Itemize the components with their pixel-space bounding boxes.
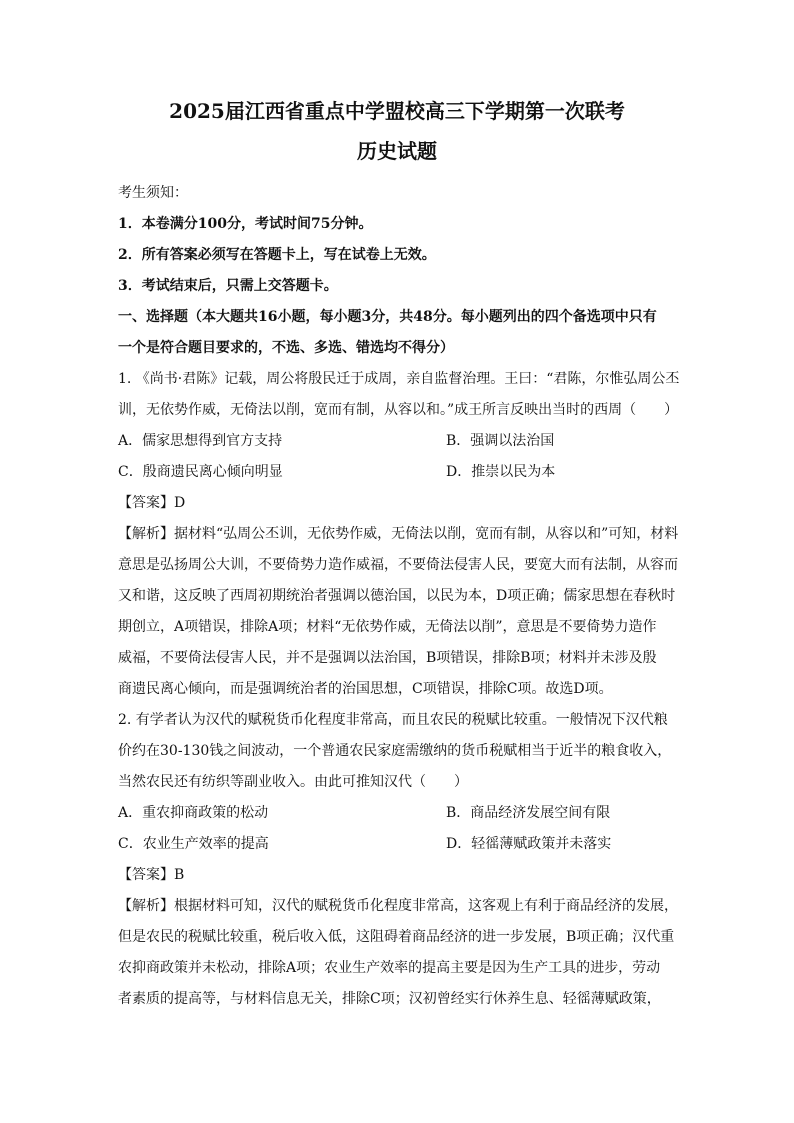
exam-subject: 历史试题 — [357, 139, 437, 163]
section-heading: 一个是符合题目要求的，不选、多选、错选均不得分） — [118, 340, 454, 356]
question-2 — [118, 705, 676, 1015]
analysis-line: 商遗民离心倾向，而是强调统治者的治国思想，C项错误，排除C项。故选D项。 — [118, 681, 613, 697]
option-b: B．强调以法治国 — [446, 433, 555, 449]
exam-title: 2025届江西省重点中学盟校高三下学期第一次联考 — [169, 99, 625, 123]
option-a: A．儒家思想得到官方支持 — [118, 433, 283, 449]
option-c: C．殷商遗民离心倾向明显 — [118, 464, 283, 480]
analysis-line: 威福，不要倚法侵害人民，并不是强调以法治国，B项错误，排除B项；材料并未涉及殷 — [118, 650, 657, 666]
option-d: D．轻徭薄赋政策并未落实 — [446, 836, 612, 852]
notice-item: 1．本卷满分100分，考试时间75分钟。 — [118, 216, 373, 232]
analysis-line: 【解析】据材料“弘周公丕训，无依势作威，无倚法以削，宽而有制，从容以和”可知，材料 — [118, 526, 679, 542]
question-stem: 当然农民还有纺织等副业收入。由此可推知汉代（ ） — [118, 774, 468, 790]
answer: 【答案】B — [118, 867, 185, 883]
section-heading: 一、选择题（本大题共16小题，每小题3分，共48分。每小题列出的四个备选项中只有 — [118, 309, 657, 325]
question-stem: 2. 有学者认为汉代的赋税货币化程度非常高，而且农民的税赋比较重。一般情况下汉代粮 — [118, 712, 668, 728]
question-options — [118, 426, 676, 488]
option-c: C．农业生产效率的提高 — [118, 836, 269, 852]
notice-item: 3．考试结束后，只需上交答题卡。 — [118, 278, 338, 294]
question-1 — [118, 364, 680, 705]
option-b: B．商品经济发展空间有限 — [446, 805, 611, 821]
option-a: A．重农抑商政策的松动 — [118, 805, 269, 821]
notice-heading: 考生须知： — [118, 185, 188, 201]
analysis-line: 期创立，A项错误，排除A项；材料“无依势作威，无倚法以削”，意思是不要倚势力造作 — [118, 619, 657, 635]
option-d: D．推崇以民为本 — [446, 464, 556, 480]
question-stem: 价约在30-130钱之间波动，一个普通农民家庭需缴纳的货币税赋相当于近半的粮食收入， — [118, 743, 672, 759]
analysis-line: 但是农民的税赋比较重，税后收入低，这阻碍着商品经济的进一步发展，B项正确；汉代重 — [118, 929, 675, 945]
question-stem: 训，无依势作威，无倚法以削，宽而有制，从容以和。”成王所言反映出当时的西周（ ） — [118, 402, 679, 418]
analysis-line: 【解析】根据材料可知，汉代的赋税货币化程度非常高，这客观上有利于商品经济的发展， — [118, 898, 678, 914]
notice-item: 2．所有答案必须写在答题卡上，写在试卷上无效。 — [118, 247, 436, 263]
question-options — [118, 798, 676, 860]
analysis-line: 又和谐，这反映了西周初期统治者强调以德治国，以民为本，D项正确；儒家思想在春秋时 — [118, 588, 676, 604]
answer: 【答案】D — [118, 495, 186, 511]
analysis-line: 农抑商政策并未松动，排除A项；农业生产效率的提高主要是因为生产工具的进步，劳动 — [118, 960, 661, 976]
question-stem: 1. 《尚书·君陈》记载，周公将殷民迁于成周，亲自监督治理。王曰：“君陈，尔惟弘周公丕 — [118, 371, 680, 387]
analysis-line: 者素质的提高等，与材料信息无关，排除C项；汉初曾经实行休养生息、轻徭薄赋政策， — [118, 991, 661, 1007]
analysis-line: 意思是弘扬周公大训，不要倚势力造作威福，不要倚法侵害人民，要宽大而有法制，从容而 — [118, 557, 678, 573]
